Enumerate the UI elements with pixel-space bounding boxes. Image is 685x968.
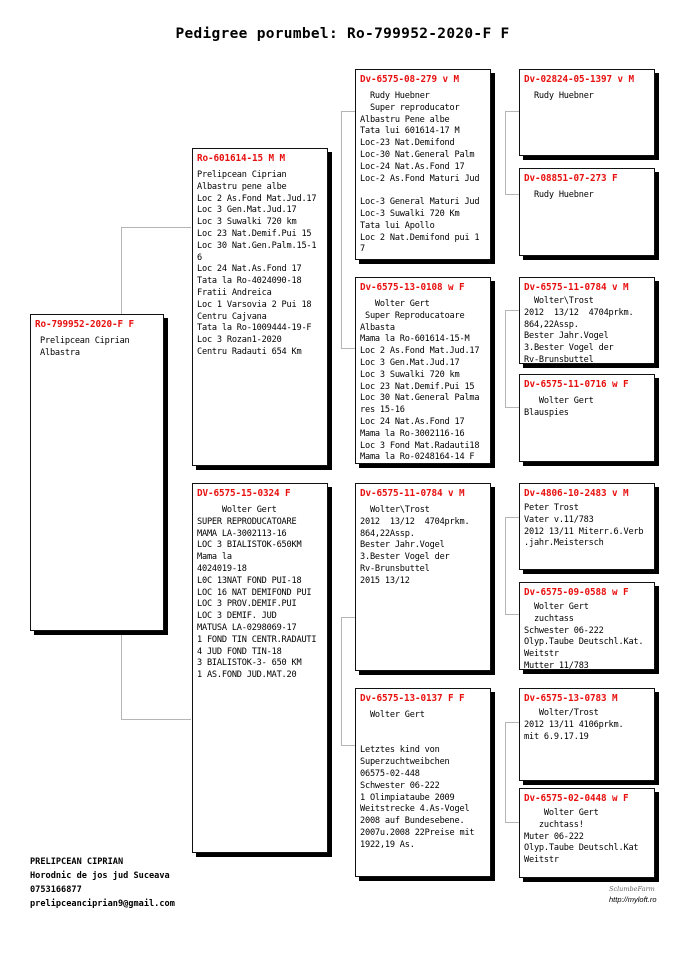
- ring-number: Dv-4806-10-2483 v M: [524, 488, 629, 499]
- ring-number: Dv-6575-09-0588 w F: [524, 587, 629, 598]
- pigeon-card-gen3-3[interactable]: [519, 277, 655, 364]
- pigeon-details: Prelipcean Ciprian Albastra: [40, 336, 130, 358]
- ring-number: Ro-601614-15 M M: [197, 153, 285, 164]
- connector-line: [505, 194, 519, 195]
- owner-email[interactable]: prelipceanciprian9@gmail.com: [30, 899, 175, 909]
- pigeon-details: Wolter Gert Blauspies: [524, 396, 594, 418]
- owner-address: Horodnic de jos jud Suceava: [30, 871, 170, 881]
- ring-number: Dv-6575-13-0108 w F: [360, 282, 465, 293]
- connector-line: [505, 822, 519, 823]
- pigeon-details: Wolter\Trost 2012 13/12 4704prkm. 864,22Assp. Bester Jahr.Vogel 3.Bester Vogel der Rv-Brunsbuttel 2015 13/12: [360, 505, 470, 586]
- pigeon-card-sire-dam[interactable]: [355, 277, 491, 464]
- pigeon-card-sire[interactable]: [192, 148, 328, 466]
- owner-name: PRELIPCEAN CIPRIAN: [30, 857, 124, 867]
- pigeon-details: Peter Trost Vater v.11/783 2012 13/11 Miterr.6.Verb .jahr.Meistersch: [524, 503, 644, 549]
- connector-line: [341, 745, 355, 746]
- connector-line: [341, 617, 355, 618]
- ring-number: Dv-6575-11-0716 w F: [524, 379, 629, 390]
- connector-line: [341, 617, 342, 745]
- pigeon-card-dam[interactable]: [192, 483, 328, 853]
- pigeon-card-gen3-6[interactable]: [519, 582, 655, 670]
- pigeon-details: Wolter Gert Letztes kind von Superzuchtweibchen 06575-02-448 Schwester 06-222 1 Olimpiataube 2009 Weitstrecke 4.As-Vogel 2008 auf Bundesebene. 2007u.2008 22Preise mit 1922,19 As.: [360, 710, 475, 850]
- pigeon-card-gen3-5[interactable]: [519, 483, 655, 570]
- page-title: Pedigree porumbel: Ro-799952-2020-F F: [175, 26, 510, 42]
- ring-number: DV-6575-15-0324 F: [197, 488, 291, 499]
- ring-number: Dv-02824-05-1397 v M: [524, 74, 634, 85]
- owner-contact: [30, 855, 175, 911]
- connector-line: [505, 111, 506, 194]
- pigeon-details: Wolter Gert zuchtass! Muter 06-222 Olyp.Taube Deutschl.Kat Weitstr: [524, 808, 639, 866]
- pigeon-details: Wolter Gert Super Reproducatoare Albasta Mama la Ro-601614-15-M Loc 2 As.Fond Mat.Jud.17 Loc 3 Gen.Mat.Jud.17 Loc 3 Suwalki 720 km Loc 23 Nat.Demif.Pui 15 Loc 30 Nat.General Palma res 15-16 Loc 24 Nat.As.Fond 17 Mama la Ro-3002116-16 Loc 3 Fond Mat.Radauti18 Mama la Ro-0248164-14 F: [360, 299, 480, 463]
- ring-number: Dv-6575-13-0783 M: [524, 693, 618, 704]
- ring-number: Dv-6575-13-0137 F F: [360, 693, 465, 704]
- connector-line: [341, 111, 355, 112]
- connector-line: [341, 111, 342, 348]
- pigeon-details: Rudy Huebner: [524, 91, 594, 101]
- pigeon-details: Wolter Gert SUPER REPRODUCATOARE MAMA LA-3002113-16 LOC 3 BIALISTOK-650KM Mama la 4024019-18 L0C 13NAT FOND PUI-18 LOC 16 NAT DEMIFOND PUI LOC 3 PROV.DEMIF.PUI LOC 3 DEMIF. JUD MATUSA LA-0298069-17 1 FOND TIN CENTR.RADAUTI 4 JUD FOND TIN-18 3 BIALISTOK-3- 650 KM 1 AS.FOND JUD.MAT.20: [197, 505, 317, 681]
- pigeon-card-dam-sire[interactable]: [355, 483, 491, 671]
- signature-logo-text: SclumbeFarm: [609, 885, 655, 893]
- pigeon-card-gen3-4[interactable]: [519, 374, 655, 462]
- pigeon-card-gen3-7[interactable]: [519, 688, 655, 781]
- connector-line: [505, 407, 519, 408]
- ring-number: Dv-08851-07-273 F: [524, 173, 618, 184]
- connector-line: [505, 111, 519, 112]
- connector-line: [121, 227, 191, 228]
- pigeon-details: Rudy Huebner: [524, 190, 594, 200]
- connector-line: [505, 310, 519, 311]
- site-url[interactable]: http://myloft.ro: [609, 895, 657, 904]
- ring-number: Dv-6575-11-0784 v M: [360, 488, 465, 499]
- pigeon-details: Rudy Huebner Super reproducator Albastru Pene albe Tata lui 601614-17 M Loc-23 Nat.Demifond Loc-30 Nat.General Palm Loc-24 Nat.As.Fond 17 Loc-2 As.Fond Maturi Jud Loc-3 General Maturi Jud Loc-3 Suwalki 720 Km Tata lui Apollo Loc 2 Nat.Demifond pui 1 7: [360, 91, 480, 255]
- pigeon-card-gen3-2[interactable]: [519, 168, 655, 256]
- pigeon-details: Wolter\Trost 2012 13/12 4704prkm. 864,22Assp. Bester Jahr.Vogel 3.Bester Vogel der Rv-Brunsbuttel: [524, 296, 634, 364]
- connector-line: [505, 310, 506, 407]
- pigeon-card-dam-dam[interactable]: [355, 688, 491, 877]
- connector-line: [121, 719, 191, 720]
- ring-number: Ro-799952-2020-F F: [35, 319, 134, 330]
- ring-number: Dv-6575-08-279 v M: [360, 74, 459, 85]
- connector-line: [505, 517, 519, 518]
- pigeon-card-gen3-8[interactable]: [519, 788, 655, 878]
- ring-number: Dv-6575-02-0448 w F: [524, 793, 629, 804]
- pigeon-card-sire-sire[interactable]: [355, 69, 491, 260]
- connector-line: [341, 348, 355, 349]
- signature-logo: [608, 882, 656, 894]
- ring-number: Dv-6575-11-0784 v M: [524, 282, 629, 293]
- pigeon-card-subject[interactable]: [30, 314, 164, 631]
- pigeon-details: Prelipcean Ciprian Albastru pene albe Loc 2 As.Fond Mat.Jud.17 Loc 3 Gen.Mat.Jud.17 Loc 3 Suwalki 720 km Loc 23 Nat.Demif.Pui 15 Loc 30 Nat.Gen.Palm.15-1 6 Loc 24 Nat.As.Fond 17 Tata la Ro-4024090-18 Fratii Andreica Loc 1 Varsovia 2 Pui 18 Centru Cajvana Tata la Ro-1009444-19-F Loc 3 Rozan1-2020 Centru Radauti 654 Km: [197, 170, 317, 357]
- connector-line: [505, 722, 506, 822]
- pigeon-details: Wolter Gert zuchtass Schwester 06-222 Olyp.Taube Deutschl.Kat. Weitstr Mutter 11/783: [524, 602, 644, 670]
- connector-line: [505, 614, 519, 615]
- pigeon-card-gen3-1[interactable]: [519, 69, 655, 156]
- owner-phone: 0753166877: [30, 885, 82, 895]
- connector-line: [505, 517, 506, 614]
- pigeon-details: Wolter/Trost 2012 13/11 4106prkm. mit 6.9.17.19: [524, 708, 624, 742]
- connector-line: [505, 722, 519, 723]
